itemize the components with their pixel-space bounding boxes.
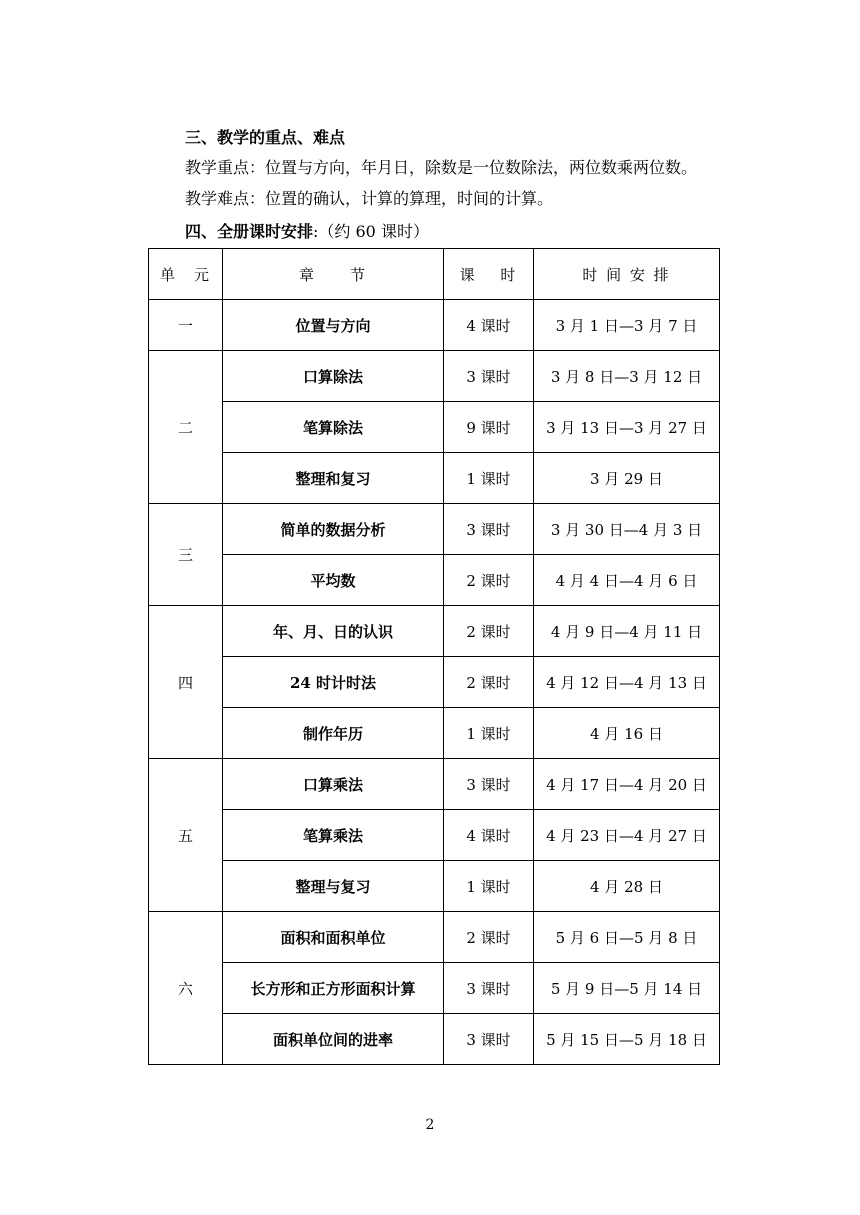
table-row	[149, 555, 720, 606]
hours-cell: 3 课时	[444, 759, 534, 810]
hours-cell: 2 课时	[444, 555, 534, 606]
time-cell: 4 月 23 日—4 月 27 日	[534, 810, 720, 861]
hours-cell: 3 课时	[444, 351, 534, 402]
hours-cell: 4 课时	[444, 810, 534, 861]
time-cell: 3 月 8 日—3 月 12 日	[534, 351, 720, 402]
table-row	[149, 1014, 720, 1065]
hours-cell: 9 课时	[444, 402, 534, 453]
chapter-cell: 面积和面积单位	[223, 912, 444, 963]
hours-cell: 1 课时	[444, 861, 534, 912]
unit-cell: 六	[149, 912, 223, 1065]
table-header-row	[149, 249, 720, 300]
hours-cell: 3 课时	[444, 963, 534, 1014]
teaching-difficulty: 教学难点：位置的确认，计算的算理，时间的计算。	[185, 189, 554, 208]
schedule-body	[149, 300, 720, 1065]
hours-cell: 2 课时	[444, 657, 534, 708]
hours-cell: 2 课时	[444, 912, 534, 963]
table-row	[149, 912, 720, 963]
chapter-cell: 简单的数据分析	[223, 504, 444, 555]
schedule-table	[148, 248, 720, 1065]
chapter-cell: 整理与复习	[223, 861, 444, 912]
table-row	[149, 861, 720, 912]
table-row	[149, 504, 720, 555]
hours-cell: 4 课时	[444, 300, 534, 351]
table-row	[149, 810, 720, 861]
chapter-cell: 平均数	[223, 555, 444, 606]
unit-cell: 二	[149, 351, 223, 504]
time-cell: 4 月 16 日	[534, 708, 720, 759]
section4-heading-note: :（约 60 课时）	[313, 222, 429, 241]
chapter-cell: 24 时计时法	[223, 657, 444, 708]
page-number: 2	[425, 1117, 435, 1133]
time-cell: 3 月 13 日—3 月 27 日	[534, 402, 720, 453]
table-row	[149, 453, 720, 504]
table-row	[149, 759, 720, 810]
unit-cell: 三	[149, 504, 223, 606]
time-cell: 5 月 6 日—5 月 8 日	[534, 912, 720, 963]
hours-cell: 3 课时	[444, 504, 534, 555]
header-time: 时 间 安 排	[534, 249, 720, 300]
table-row	[149, 963, 720, 1014]
header-unit: 单 元	[149, 249, 223, 300]
teaching-focus: 教学重点：位置与方向，年月日，除数是一位数除法，两位数乘两位数。	[185, 158, 698, 177]
hours-cell: 1 课时	[444, 453, 534, 504]
chapter-cell: 制作年历	[223, 708, 444, 759]
time-cell: 4 月 9 日—4 月 11 日	[534, 606, 720, 657]
table-row	[149, 708, 720, 759]
unit-cell: 五	[149, 759, 223, 912]
chapter-cell: 位置与方向	[223, 300, 444, 351]
section3-heading: 三、教学的重点、难点	[185, 128, 346, 147]
time-cell: 4 月 17 日—4 月 20 日	[534, 759, 720, 810]
table-row	[149, 657, 720, 708]
hours-cell: 1 课时	[444, 708, 534, 759]
time-cell: 3 月 1 日—3 月 7 日	[534, 300, 720, 351]
chapter-cell: 口算除法	[223, 351, 444, 402]
chapter-cell: 整理和复习	[223, 453, 444, 504]
section4-heading	[185, 222, 429, 242]
chapter-cell: 笔算除法	[223, 402, 444, 453]
chapter-cell: 长方形和正方形面积计算	[223, 963, 444, 1014]
table-row	[149, 402, 720, 453]
time-cell: 4 月 12 日—4 月 13 日	[534, 657, 720, 708]
section4-heading-title: 四、全册课时安排	[185, 222, 314, 241]
chapter-cell: 年、月、日的认识	[223, 606, 444, 657]
time-cell: 4 月 4 日—4 月 6 日	[534, 555, 720, 606]
header-chapter: 章 节	[223, 249, 444, 300]
hours-cell: 3 课时	[444, 1014, 534, 1065]
table-row	[149, 606, 720, 657]
chapter-cell: 笔算乘法	[223, 810, 444, 861]
unit-cell: 四	[149, 606, 223, 759]
time-cell: 3 月 30 日—4 月 3 日	[534, 504, 720, 555]
time-cell: 4 月 28 日	[534, 861, 720, 912]
time-cell: 3 月 29 日	[534, 453, 720, 504]
header-hours: 课 时	[444, 249, 534, 300]
time-cell: 5 月 9 日—5 月 14 日	[534, 963, 720, 1014]
chapter-cell: 口算乘法	[223, 759, 444, 810]
chapter-cell: 面积单位间的进率	[223, 1014, 444, 1065]
unit-cell: 一	[149, 300, 223, 351]
time-cell: 5 月 15 日—5 月 18 日	[534, 1014, 720, 1065]
hours-cell: 2 课时	[444, 606, 534, 657]
table-row	[149, 351, 720, 402]
table-row	[149, 300, 720, 351]
